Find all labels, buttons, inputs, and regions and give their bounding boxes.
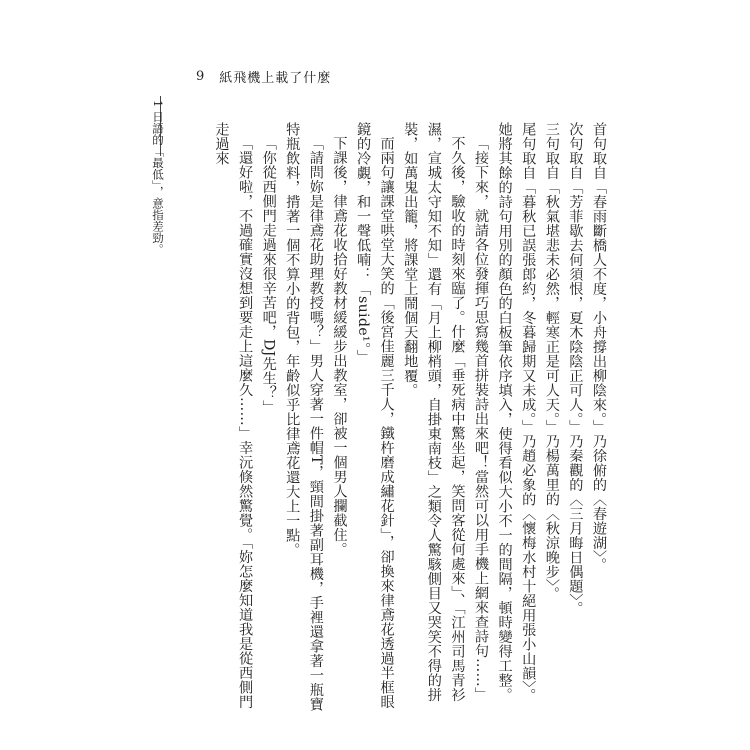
paragraph-2: 次句取自「芳菲歇去何須恨，夏木陰陰正可人。」乃秦觀的〈三月晦日偶題〉。 — [567, 122, 584, 616]
paragraph-11: 「你從西側門走過來很辛苦吧，DJ先生？」 — [260, 136, 277, 415]
paragraph-7: 不久後，驗收的時刻來臨了。什麼「垂死病中驚坐起，笑問客從何處來」、「江州司馬青衫濕，宣城太守知不知」還有「月上柳梢頭，自掛東南枝」之類令人驚駭側目又哭笑不得的拼裝，如萬鬼出籠，將課堂上鬧個天翻地覆。 — [402, 122, 466, 702]
paragraph-8: 而兩句讓課堂哄堂大笑的「後宮佳麗三千人，鐵杵磨成繡花針」，卻換來律鳶花透過半框眼鏡的冷覷，和一聲低喃：「suide¹。」 — [355, 122, 395, 710]
body-text — [209, 122, 610, 718]
footnote-text: 日語的「最低」，意指差勁。 — [151, 110, 165, 255]
footnote — [150, 100, 166, 300]
paragraph-5: 她將其餘的詩句用別的顏色的白板筆依序填入，使得看似大小不一的間隔，頓時變得工整。 — [496, 122, 513, 702]
paragraph-9: 下課後，律鳶花收拾好教材緩緩步出教室，卻被一個男人攔截住。 — [331, 136, 348, 557]
paragraph-10: 「請問妳是律鳶花助理教授嗎？」男人穿著一件帽T，頸間掛著副耳機，手裡還拿著一瓶寶特瓶飲料，揹著一個不算小的背包，年齡似乎比律鳶花還大上一點。 — [284, 122, 324, 712]
paragraph-4: 尾句取自「暮秋已誤張郎約，冬暮歸期又未成。」乃趙必象的〈懷梅水村十絕用張小山韻〉。 — [520, 122, 537, 703]
paragraph-1: 首句取自「春雨斷橋人不度，小舟撐出柳陰來。」乃徐俯的〈春遊湖〉。 — [591, 122, 607, 572]
paragraph-12: 「還好啦，不過確實沒想到要走上這麼久……」幸沅倏然驚覺。「妳怎麼知道我是從西側門走過來 — [213, 122, 254, 710]
running-header — [196, 66, 331, 86]
paragraph-3: 三句取自「秋氣堪悲未必然，輕寒正是可人天。」乃楊萬里的〈秋涼晚步〉。 — [543, 122, 560, 601]
running-title: 紙飛機上載了什麼 — [219, 70, 332, 86]
page-number: 9 — [196, 68, 206, 84]
paragraph-6: 「接下來，就請各位發揮巧思寫幾首拼裝詩出來吧！當然可以用手機上網來查詩句……」 — [473, 136, 490, 702]
footnote-marker: 1 — [151, 100, 165, 108]
